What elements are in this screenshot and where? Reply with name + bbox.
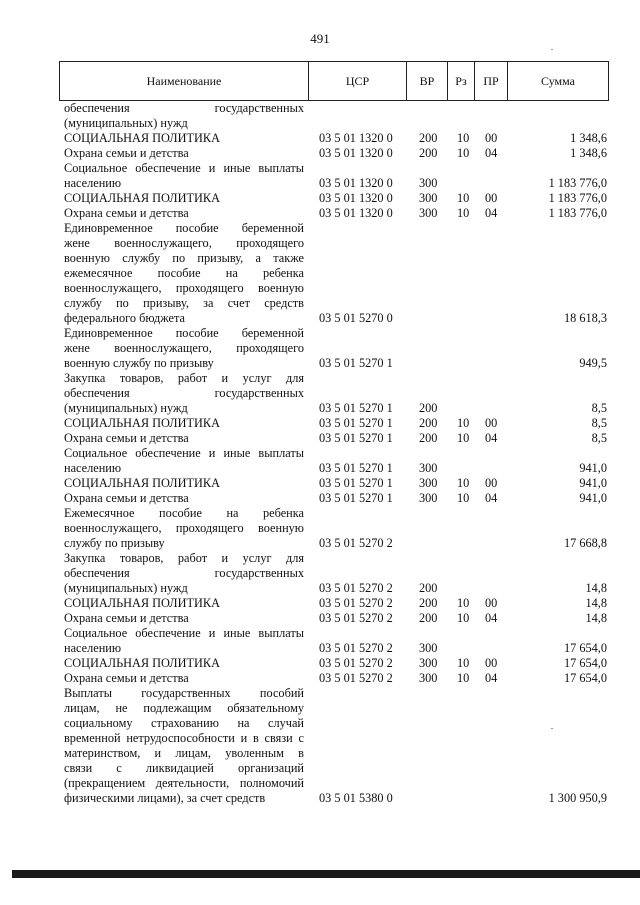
- table-row: [0, 446, 640, 476]
- row-csr: 03 5 01 5270 2: [319, 641, 393, 655]
- row-name-line: материнством, и лицам, уволенным в: [64, 746, 304, 760]
- row-csr: 03 5 01 5270 1: [319, 476, 393, 490]
- row-name: [64, 656, 304, 671]
- row-csr: 03 5 01 5270 1: [319, 491, 393, 505]
- row-pr: 00: [485, 476, 498, 490]
- row-name: [64, 431, 304, 446]
- row-name-line: населению: [64, 641, 122, 655]
- row-sum: 1 183 776,0: [548, 206, 607, 220]
- row-pr: 04: [485, 671, 498, 685]
- row-name-line: временной нетрудоспособности и в связи с: [64, 731, 304, 745]
- row-rz: 10: [457, 431, 470, 445]
- row-name: [64, 416, 304, 431]
- row-name-line: жене военнослужащего, проходящего: [64, 236, 304, 250]
- row-rz: 10: [457, 131, 470, 145]
- row-vr: 200: [419, 581, 438, 595]
- row-csr: 03 5 01 5270 2: [319, 656, 393, 670]
- row-name-line: жене военнослужащего, проходящего: [64, 341, 304, 355]
- table-row: [0, 596, 640, 611]
- row-sum: 1 348,6: [570, 146, 607, 160]
- row-sum: 17 668,8: [563, 536, 607, 550]
- row-sum: 941,0: [579, 461, 607, 475]
- row-vr: 300: [419, 206, 438, 220]
- row-name-line: военнослужащего, проходящего военную: [64, 521, 304, 535]
- row-csr: 03 5 01 5270 2: [319, 581, 393, 595]
- row-name-line: СОЦИАЛЬНАЯ ПОЛИТИКА: [64, 416, 221, 430]
- row-name: [64, 551, 304, 596]
- header-rz: Рз: [448, 62, 475, 100]
- row-name-line: Социальное обеспечение и иные выплаты: [64, 161, 304, 175]
- row-pr: 04: [485, 206, 498, 220]
- row-name-line: (муниципальных) нужд: [64, 581, 188, 595]
- row-name-line: связи с ликвидацией организаций: [64, 761, 304, 775]
- row-vr: 200: [419, 431, 438, 445]
- row-sum: 17 654,0: [563, 671, 607, 685]
- row-name: [64, 206, 304, 221]
- row-name-line: службу по призыву: [64, 536, 165, 550]
- row-pr: 04: [485, 611, 498, 625]
- row-csr: 03 5 01 5270 1: [319, 416, 393, 430]
- scan-edge-bar: [12, 870, 640, 878]
- row-csr: 03 5 01 5270 2: [319, 611, 393, 625]
- row-rz: 10: [457, 416, 470, 430]
- row-name-line: СОЦИАЛЬНАЯ ПОЛИТИКА: [64, 596, 221, 610]
- table-row: [0, 101, 640, 131]
- row-rz: 10: [457, 671, 470, 685]
- row-name-line: обеспечения государственных: [64, 386, 304, 400]
- row-pr: 04: [485, 146, 498, 160]
- row-csr: 03 5 01 5270 1: [319, 401, 393, 415]
- row-sum: 14,8: [585, 611, 607, 625]
- row-vr: 200: [419, 131, 438, 145]
- scan-speck: [551, 728, 553, 729]
- table-row: [0, 416, 640, 431]
- row-csr: 03 5 01 1320 0: [319, 146, 393, 160]
- table-row: [0, 161, 640, 191]
- row-name-line: Единовременное пособие беременной: [64, 221, 304, 235]
- row-rz: 10: [457, 611, 470, 625]
- table-row: [0, 191, 640, 206]
- row-name-line: Социальное обеспечение и иные выплаты: [64, 626, 304, 640]
- row-csr: 03 5 01 1320 0: [319, 191, 393, 205]
- row-name: [64, 101, 304, 131]
- table-row: [0, 611, 640, 626]
- table-header: [59, 61, 609, 101]
- header-csr: ЦСР: [309, 62, 407, 100]
- row-name: [64, 596, 304, 611]
- table-row: [0, 206, 640, 221]
- row-name-line: военную службу по призыву: [64, 356, 214, 370]
- row-vr: 300: [419, 461, 438, 475]
- table-row: [0, 221, 640, 326]
- header-pr: ПР: [475, 62, 508, 100]
- row-sum: 8,5: [591, 401, 607, 415]
- row-sum: 14,8: [585, 581, 607, 595]
- row-name: [64, 146, 304, 161]
- row-name-line: социальному страхованию на случай: [64, 716, 304, 730]
- row-csr: 03 5 01 5380 0: [319, 791, 393, 805]
- row-pr: 00: [485, 191, 498, 205]
- row-name: [64, 611, 304, 626]
- row-rz: 10: [457, 596, 470, 610]
- row-vr: 300: [419, 176, 438, 190]
- row-name: [64, 191, 304, 206]
- row-name-line: Выплаты государственных пособий: [64, 686, 304, 700]
- row-name: [64, 221, 304, 326]
- row-pr: 04: [485, 491, 498, 505]
- row-name-line: лицам, не подлежащим обязательному: [64, 701, 304, 715]
- row-vr: 300: [419, 191, 438, 205]
- row-name: [64, 686, 304, 806]
- row-name-line: Ежемесячное пособие на ребенка: [64, 506, 304, 520]
- row-name: [64, 506, 304, 551]
- row-vr: 300: [419, 491, 438, 505]
- row-csr: 03 5 01 1320 0: [319, 176, 393, 190]
- row-csr: 03 5 01 1320 0: [319, 206, 393, 220]
- row-sum: 17 654,0: [563, 656, 607, 670]
- row-name-line: обеспечения государственных: [64, 101, 304, 115]
- row-name-line: Охрана семьи и детства: [64, 431, 189, 445]
- row-rz: 10: [457, 191, 470, 205]
- row-sum: 17 654,0: [563, 641, 607, 655]
- row-csr: 03 5 01 5270 2: [319, 671, 393, 685]
- row-csr: 03 5 01 5270 2: [319, 536, 393, 550]
- row-sum: 941,0: [579, 491, 607, 505]
- row-name-line: обеспечения государственных: [64, 566, 304, 580]
- row-rz: 10: [457, 491, 470, 505]
- row-csr: 03 5 01 5270 1: [319, 356, 393, 370]
- table-row: [0, 656, 640, 671]
- row-vr: 300: [419, 656, 438, 670]
- row-name-line: Единовременное пособие беременной: [64, 326, 304, 340]
- row-csr: 03 5 01 5270 2: [319, 596, 393, 610]
- row-name-line: СОЦИАЛЬНАЯ ПОЛИТИКА: [64, 656, 221, 670]
- row-vr: 200: [419, 596, 438, 610]
- table-row: [0, 131, 640, 146]
- table-row: [0, 431, 640, 446]
- scan-speck: [551, 49, 553, 50]
- row-sum: 14,8: [585, 596, 607, 610]
- row-csr: 03 5 01 5270 1: [319, 431, 393, 445]
- header-name: Наименование: [60, 62, 309, 100]
- table-body: [0, 101, 640, 806]
- row-name-line: населению: [64, 176, 122, 190]
- page-number: 491: [310, 31, 330, 46]
- row-name-line: (прекращением деятельности, полномочий: [64, 776, 304, 790]
- row-name-line: СОЦИАЛЬНАЯ ПОЛИТИКА: [64, 191, 221, 205]
- row-pr: 00: [485, 131, 498, 145]
- row-name-line: СОЦИАЛЬНАЯ ПОЛИТИКА: [64, 476, 221, 490]
- table-row: [0, 551, 640, 596]
- row-name-line: федерального бюджета: [64, 311, 185, 325]
- row-vr: 300: [419, 641, 438, 655]
- row-name-line: Охрана семьи и детства: [64, 206, 189, 220]
- row-vr: 300: [419, 671, 438, 685]
- row-vr: 200: [419, 611, 438, 625]
- row-vr: 200: [419, 401, 438, 415]
- row-name-line: Закупка товаров, работ и услуг для: [64, 371, 304, 385]
- row-rz: 10: [457, 476, 470, 490]
- table-row: [0, 326, 640, 371]
- header-vr: ВР: [407, 62, 448, 100]
- row-name-line: Охрана семьи и детства: [64, 611, 189, 625]
- table-row: [0, 671, 640, 686]
- row-vr: 200: [419, 146, 438, 160]
- table-row: [0, 626, 640, 656]
- row-name-line: Охрана семьи и детства: [64, 146, 189, 160]
- row-name-line: (муниципальных) нужд: [64, 116, 188, 130]
- row-sum: 1 183 776,0: [548, 176, 607, 190]
- row-sum: 8,5: [591, 416, 607, 430]
- table-row: [0, 506, 640, 551]
- row-name-line: военнослужащего, проходящего военную: [64, 281, 304, 295]
- row-name-line: Охрана семьи и детства: [64, 671, 189, 685]
- row-sum: 1 348,6: [570, 131, 607, 145]
- row-name-line: населению: [64, 461, 122, 475]
- row-name-line: ежемесячное пособие на ребенка: [64, 266, 304, 280]
- row-csr: 03 5 01 5270 1: [319, 461, 393, 475]
- row-name: [64, 446, 304, 476]
- row-pr: 04: [485, 431, 498, 445]
- row-name: [64, 131, 304, 146]
- row-name-line: Закупка товаров, работ и услуг для: [64, 551, 304, 565]
- row-rz: 10: [457, 146, 470, 160]
- row-name: [64, 476, 304, 491]
- row-name-line: (муниципальных) нужд: [64, 401, 188, 415]
- row-sum: 1 183 776,0: [548, 191, 607, 205]
- row-name-line: военную службу по призыву, а также: [64, 251, 304, 265]
- row-csr: 03 5 01 5270 0: [319, 311, 393, 325]
- row-name-line: Социальное обеспечение и иные выплаты: [64, 446, 304, 460]
- table-row: [0, 371, 640, 416]
- row-pr: 00: [485, 656, 498, 670]
- row-csr: 03 5 01 1320 0: [319, 131, 393, 145]
- table-row: [0, 476, 640, 491]
- row-name: [64, 491, 304, 506]
- row-name-line: Охрана семьи и детства: [64, 491, 189, 505]
- row-sum: 8,5: [591, 431, 607, 445]
- row-vr: 300: [419, 476, 438, 490]
- row-sum: 18 618,3: [563, 311, 607, 325]
- row-vr: 200: [419, 416, 438, 430]
- row-name: [64, 671, 304, 686]
- row-name-line: службу по призыву, за счет средств: [64, 296, 304, 310]
- row-sum: 1 300 950,9: [548, 791, 607, 805]
- table-row: [0, 146, 640, 161]
- table-row: [0, 686, 640, 806]
- header-sum: Сумма: [541, 74, 575, 88]
- row-name-line: СОЦИАЛЬНАЯ ПОЛИТИКА: [64, 131, 221, 145]
- row-name: [64, 626, 304, 656]
- row-sum: 941,0: [579, 476, 607, 490]
- row-name: [64, 161, 304, 191]
- row-sum: 949,5: [579, 356, 607, 370]
- row-pr: 00: [485, 416, 498, 430]
- row-pr: 00: [485, 596, 498, 610]
- row-name: [64, 326, 304, 371]
- row-name-line: физическими лицами), за счет средств: [64, 791, 266, 805]
- row-rz: 10: [457, 206, 470, 220]
- table-row: [0, 491, 640, 506]
- row-name: [64, 371, 304, 416]
- row-rz: 10: [457, 656, 470, 670]
